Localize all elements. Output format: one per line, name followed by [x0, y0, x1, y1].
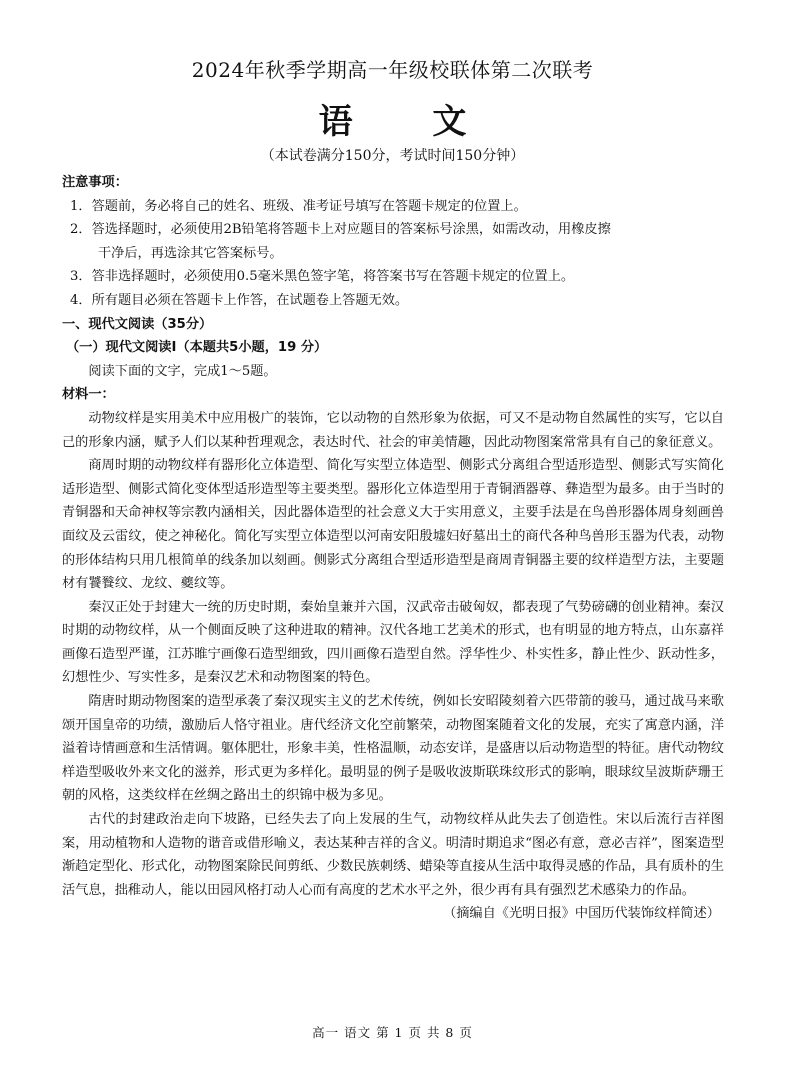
exam-body [62, 171, 724, 926]
notice-item: 2．答选择题时，必须使用2B铅笔将答题卡上对应题目的答案标号涂黑，如需改动，用橡皮擦 [70, 222, 611, 238]
page-footer: 高一 语文 第 1 页 共 8 页 [312, 1025, 473, 1040]
notice-item: 1．答题前，务必将自己的姓名、班级、准考证号填写在答题卡规定的位置上。 [70, 198, 527, 214]
notice-item-continued: 干净后，再选涂其它答案标号。 [98, 245, 283, 261]
notice-heading: 注意事项： [62, 175, 128, 190]
article-paragraph: 古代的封建政治走向下坡路，已经失去了向上发展的生气，动物纹样从此失去了创造性。宋以后流行吉祥图案，用动植物和人造物的谐音或借形喻义，表达某种吉祥的含义。明清时期追求“图必有意，意必吉祥”，图案造型渐趋定型化、形式化，动物图案除民间剪纸、少数民族刺绣、蜡染等直接从生活中取得灵感的作品，具有质朴的生活气息，拙稚动人，能以田园风格打动人心而有高度的艺术水平之外，很少再有具有强烈艺术感染力的作品。 [62, 812, 724, 898]
article-paragraph: 商周时期的动物纹样有器形化立体造型、简化写实型立体造型、侧影式分离组合型适形造型、侧影式写实简化适形造型、侧影式简化变体型适形造型等主要类型。器形化立体造型用于青铜酒器尊、彝造型为最多。由于当时的青铜器和天命神权等宗教内涵相关，因此器体造型的社会意义大于实用意义，主要手法是在鸟兽形器体周身刻画兽面纹及云雷纹，使之神秘化。简化写实型立体造型以河南安阳殷墟妇好墓出土的商代各种鸟兽形玉器为代表，动物的形体结构只用几根简单的线条加以刻画。侧影式分离组合型适形造型是商周青铜器主要的纹样造型方法，主要题材有饕餮纹、龙纹、夔纹等。 [62, 458, 724, 592]
instruction: 阅读下面的文字，完成1～5题。 [88, 363, 277, 379]
exam-info: （本试卷满分150分，考试时间150分钟） [260, 148, 525, 164]
notice-item: 3．答非选择题时，必须使用0.5毫米黑色签字笔，将答案书写在答题卡规定的位置上。 [70, 269, 575, 285]
article-paragraph: 动物纹样是实用美术中应用极广的装饰，它以动物的自然形象为依据，可又不是动物自然属性的实写，它以自己的形象内涵，赋予人们以某种哲理观念，表达时代、社会的审美情趣，因此动物图案常常具有自己的象征意义。 [62, 410, 724, 450]
article-paragraph: 隋唐时期动物图案的造型承袭了秦汉现实主义的艺术传统，例如长安昭陵刻着六匹带箭的骏马，通过战马来歌颂开国皇帝的功绩，激励后人恪守祖业。唐代经济文化空前繁荣，动物图案随着文化的发展，充实了寓意内涵，洋溢着诗情画意和生活情调。躯体肥壮，形象丰美，性格温顺，动态安详，是盛唐以后动物造型的特征。唐代动物纹样造型吸收外来文化的滋养，形式更为多样化。最明显的例子是吸收波斯联珠纹形式的影响，眼球纹呈波斯萨珊王朝的风格，这类纹样在丝绸之路出土的织锦中极为多见。 [62, 694, 724, 804]
part-heading: 一、现代文阅读（35分） [62, 316, 213, 332]
subject-title: 语 文 [318, 102, 501, 142]
material-label: 材料一： [62, 387, 115, 403]
article-paragraph: 秦汉正处于封建大一统的历史时期，秦始皇兼并六国，汉武帝击破匈奴，都表现了气势磅礴的创业精神。秦汉时期的动物纹样，从一个侧面反映了这种进取的精神。汉代各地工艺美术的形式，也有明显的地方特点，山东嘉祥画像石造型严谨，江苏睢宁画像石造型细致，四川画像石造型自然。浮华性少、朴实性多，静止性少、跃动性多，幻想性少、写实性多，是秦汉艺术和动物图案的特色。 [62, 599, 724, 686]
article-source: （摘编自《光明日报》中国历代装饰纹样简述） [443, 906, 720, 922]
sub-heading: （一）现代文阅读Ⅰ（本题共5小题，19 分） [66, 340, 328, 356]
exam-title: 2024年秋季学期高一年级校联体第二次联考 [191, 58, 594, 82]
notice-item: 4．所有题目必须在答题卡上作答，在试题卷上答题无效。 [70, 292, 409, 308]
